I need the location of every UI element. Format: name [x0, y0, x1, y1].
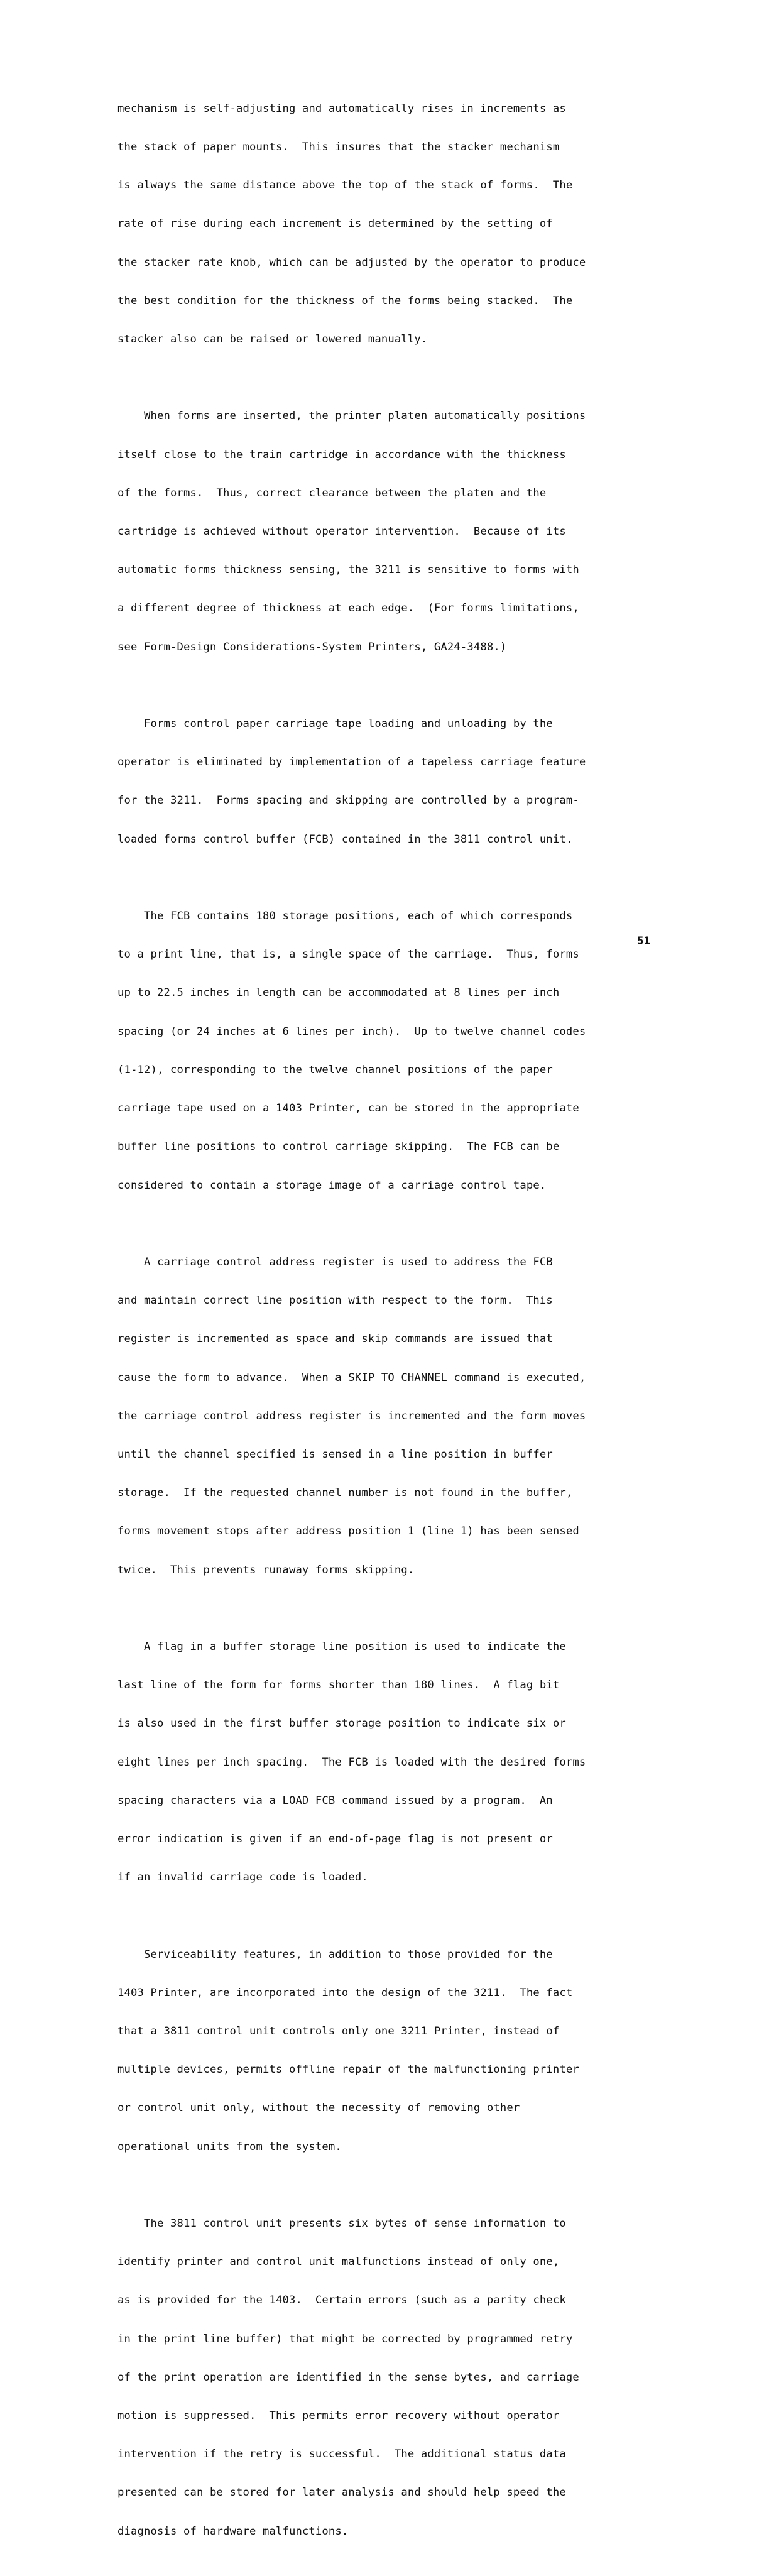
text-line: for the 3211. Forms spacing and skipping are controlled by a program- [117, 794, 579, 807]
reference-suffix: , GA24-3488.) [420, 640, 507, 653]
page-number: 51 [637, 935, 650, 947]
text-line: A carriage control address register is used to address the FCB [117, 1255, 553, 1269]
text-line: multiple devices, permits offline repair of the malfunctioning printer [117, 2063, 579, 2077]
text-line: operational units from the system. [117, 2140, 342, 2153]
paragraph-fcb-positions [117, 884, 664, 1217]
text-line: of the forms. Thus, correct clearance between the platen and the [117, 486, 547, 499]
text-line: forms movement stops after address position 1 (line 1) has been sensed [117, 1525, 579, 1538]
text-line: itself close to the train cartridge in accordance with the thickness [117, 448, 566, 461]
text-line: buffer line positions to control carriage skipping. The FCB can be [117, 1140, 560, 1154]
text-line: the carriage control address register is incremented and the form moves [117, 1409, 586, 1422]
paragraph-serviceability [117, 1923, 664, 2179]
text-line: eight lines per inch spacing. The FCB is loaded with the desired forms [117, 1755, 586, 1769]
text-line: loaded forms control buffer (FCB) contained in the 3811 control unit. [117, 832, 573, 846]
reference-line [117, 641, 664, 653]
text-line: in the print line buffer) that might be corrected by programmed retry [117, 2332, 573, 2345]
text-line: error indication is given if an end-of-page flag is not present or [117, 1832, 553, 1845]
text-line: twice. This prevents runaway forms skipping. [117, 1563, 415, 1576]
text-line: A flag in a buffer storage line position is used to indicate the [117, 1640, 566, 1653]
text-line: automatic forms thickness sensing, the 3211 is sensitive to forms with [117, 564, 579, 577]
text-line: cartridge is achieved without operator intervention. Because of its [117, 525, 566, 538]
paragraph-sense-information [117, 2191, 664, 2563]
text-line: carriage tape used on a 1403 Printer, can be stored in the appropriate [117, 1102, 579, 1115]
text-line: diagnosis of hardware malfunctions. [117, 2524, 349, 2538]
paragraph-stacker [117, 77, 664, 371]
reference-space [216, 641, 223, 653]
text-line: is also used in the first buffer storage position to indicate six or [117, 1717, 566, 1730]
text-line: identify printer and control unit malfunctions instead of only one, [117, 2256, 560, 2269]
text-line: until the channel specified is sensed in a line position in buffer [117, 1448, 553, 1461]
text-line: motion is suppressed. This permits error recovery without operator [117, 2410, 560, 2422]
text-line: to a print line, that is, a single space of the carriage. Thus, forms [117, 948, 579, 961]
paragraph-address-register [117, 1230, 664, 1602]
text-line: the stack of paper mounts. This insures that the stacker mechanism [117, 141, 560, 154]
text-line: presented can be stored for later analysis and should help speed the [117, 2486, 566, 2499]
paragraph-tapeless-carriage [117, 692, 664, 871]
reference-title-part-2: Considerations-System [222, 640, 362, 653]
text-line: Forms control paper carriage tape loading and unloading by the [117, 718, 553, 731]
text-line: cause the form to advance. When a SKIP TO CHANNEL command is executed, [117, 1371, 586, 1384]
text-line: a different degree of thickness at each edge. (For forms limitations, [117, 602, 579, 615]
text-line: as is provided for the 1403. Certain errors (such as a parity check [117, 2294, 566, 2307]
text-line: Serviceability features, in addition to those provided for the [117, 1948, 553, 1961]
text-line: stacker also can be raised or lowered manually. [117, 333, 428, 346]
text-line: register is incremented as space and skip commands are issued that [117, 1333, 553, 1346]
text-line: if an invalid carriage code is loaded. [117, 1871, 368, 1884]
text-line: When forms are inserted, the printer platen automatically positions [117, 410, 586, 423]
reference-prefix: see [117, 640, 144, 653]
text-line: operator is eliminated by implementation of a tapeless carriage feature [117, 756, 586, 769]
text-line: (1-12), corresponding to the twelve channel positions of the paper [117, 1063, 553, 1076]
text-line: the stacker rate knob, which can be adjusted by the operator to produce [117, 256, 586, 269]
text-line: considered to contain a storage image of a carriage control tape. [117, 1179, 547, 1192]
reference-title-part-1: Form-Design [144, 640, 217, 653]
paragraph-platen [117, 385, 664, 679]
paragraph-flag [117, 1615, 664, 1909]
text-line: The FCB contains 180 storage positions, each of which corresponds [117, 910, 573, 923]
text-line: mechanism is self-adjusting and automatically rises in increments as [117, 102, 566, 115]
reference-space [361, 641, 368, 653]
text-line: last line of the form for forms shorter than 180 lines. A flag bit [117, 1679, 560, 1692]
text-line: or control unit only, without the necessity of removing other [117, 2102, 520, 2115]
text-line: and maintain correct line position with respect to the form. This [117, 1294, 553, 1307]
text-line: spacing characters via a LOAD FCB command issued by a program. An [117, 1794, 553, 1807]
text-line: storage. If the requested channel number is not found in the buffer, [117, 1487, 573, 1500]
text-line: The 3811 control unit presents six bytes of sense information to [117, 2217, 566, 2230]
text-line: that a 3811 control unit controls only one 3211 Printer, instead of [117, 2024, 560, 2038]
text-line: up to 22.5 inches in length can be accommodated at 8 lines per inch [117, 986, 560, 1000]
text-line: the best condition for the thickness of the forms being stacked. The [117, 294, 573, 307]
text-line: rate of rise during each increment is determined by the setting of [117, 217, 553, 231]
document-page [117, 77, 664, 2576]
text-line: is always the same distance above the top of the stack of forms. The [117, 179, 573, 192]
text-line: 1403 Printer, are incorporated into the design of the 3211. The fact [117, 1986, 573, 1999]
text-line: spacing (or 24 inches at 6 lines per inch). Up to twelve channel codes [117, 1025, 586, 1038]
reference-title-part-3: Printers [368, 640, 421, 653]
text-line: of the print operation are identified in the sense bytes, and carriage [117, 2371, 579, 2384]
text-line: intervention if the retry is successful. The additional status data [117, 2448, 566, 2461]
